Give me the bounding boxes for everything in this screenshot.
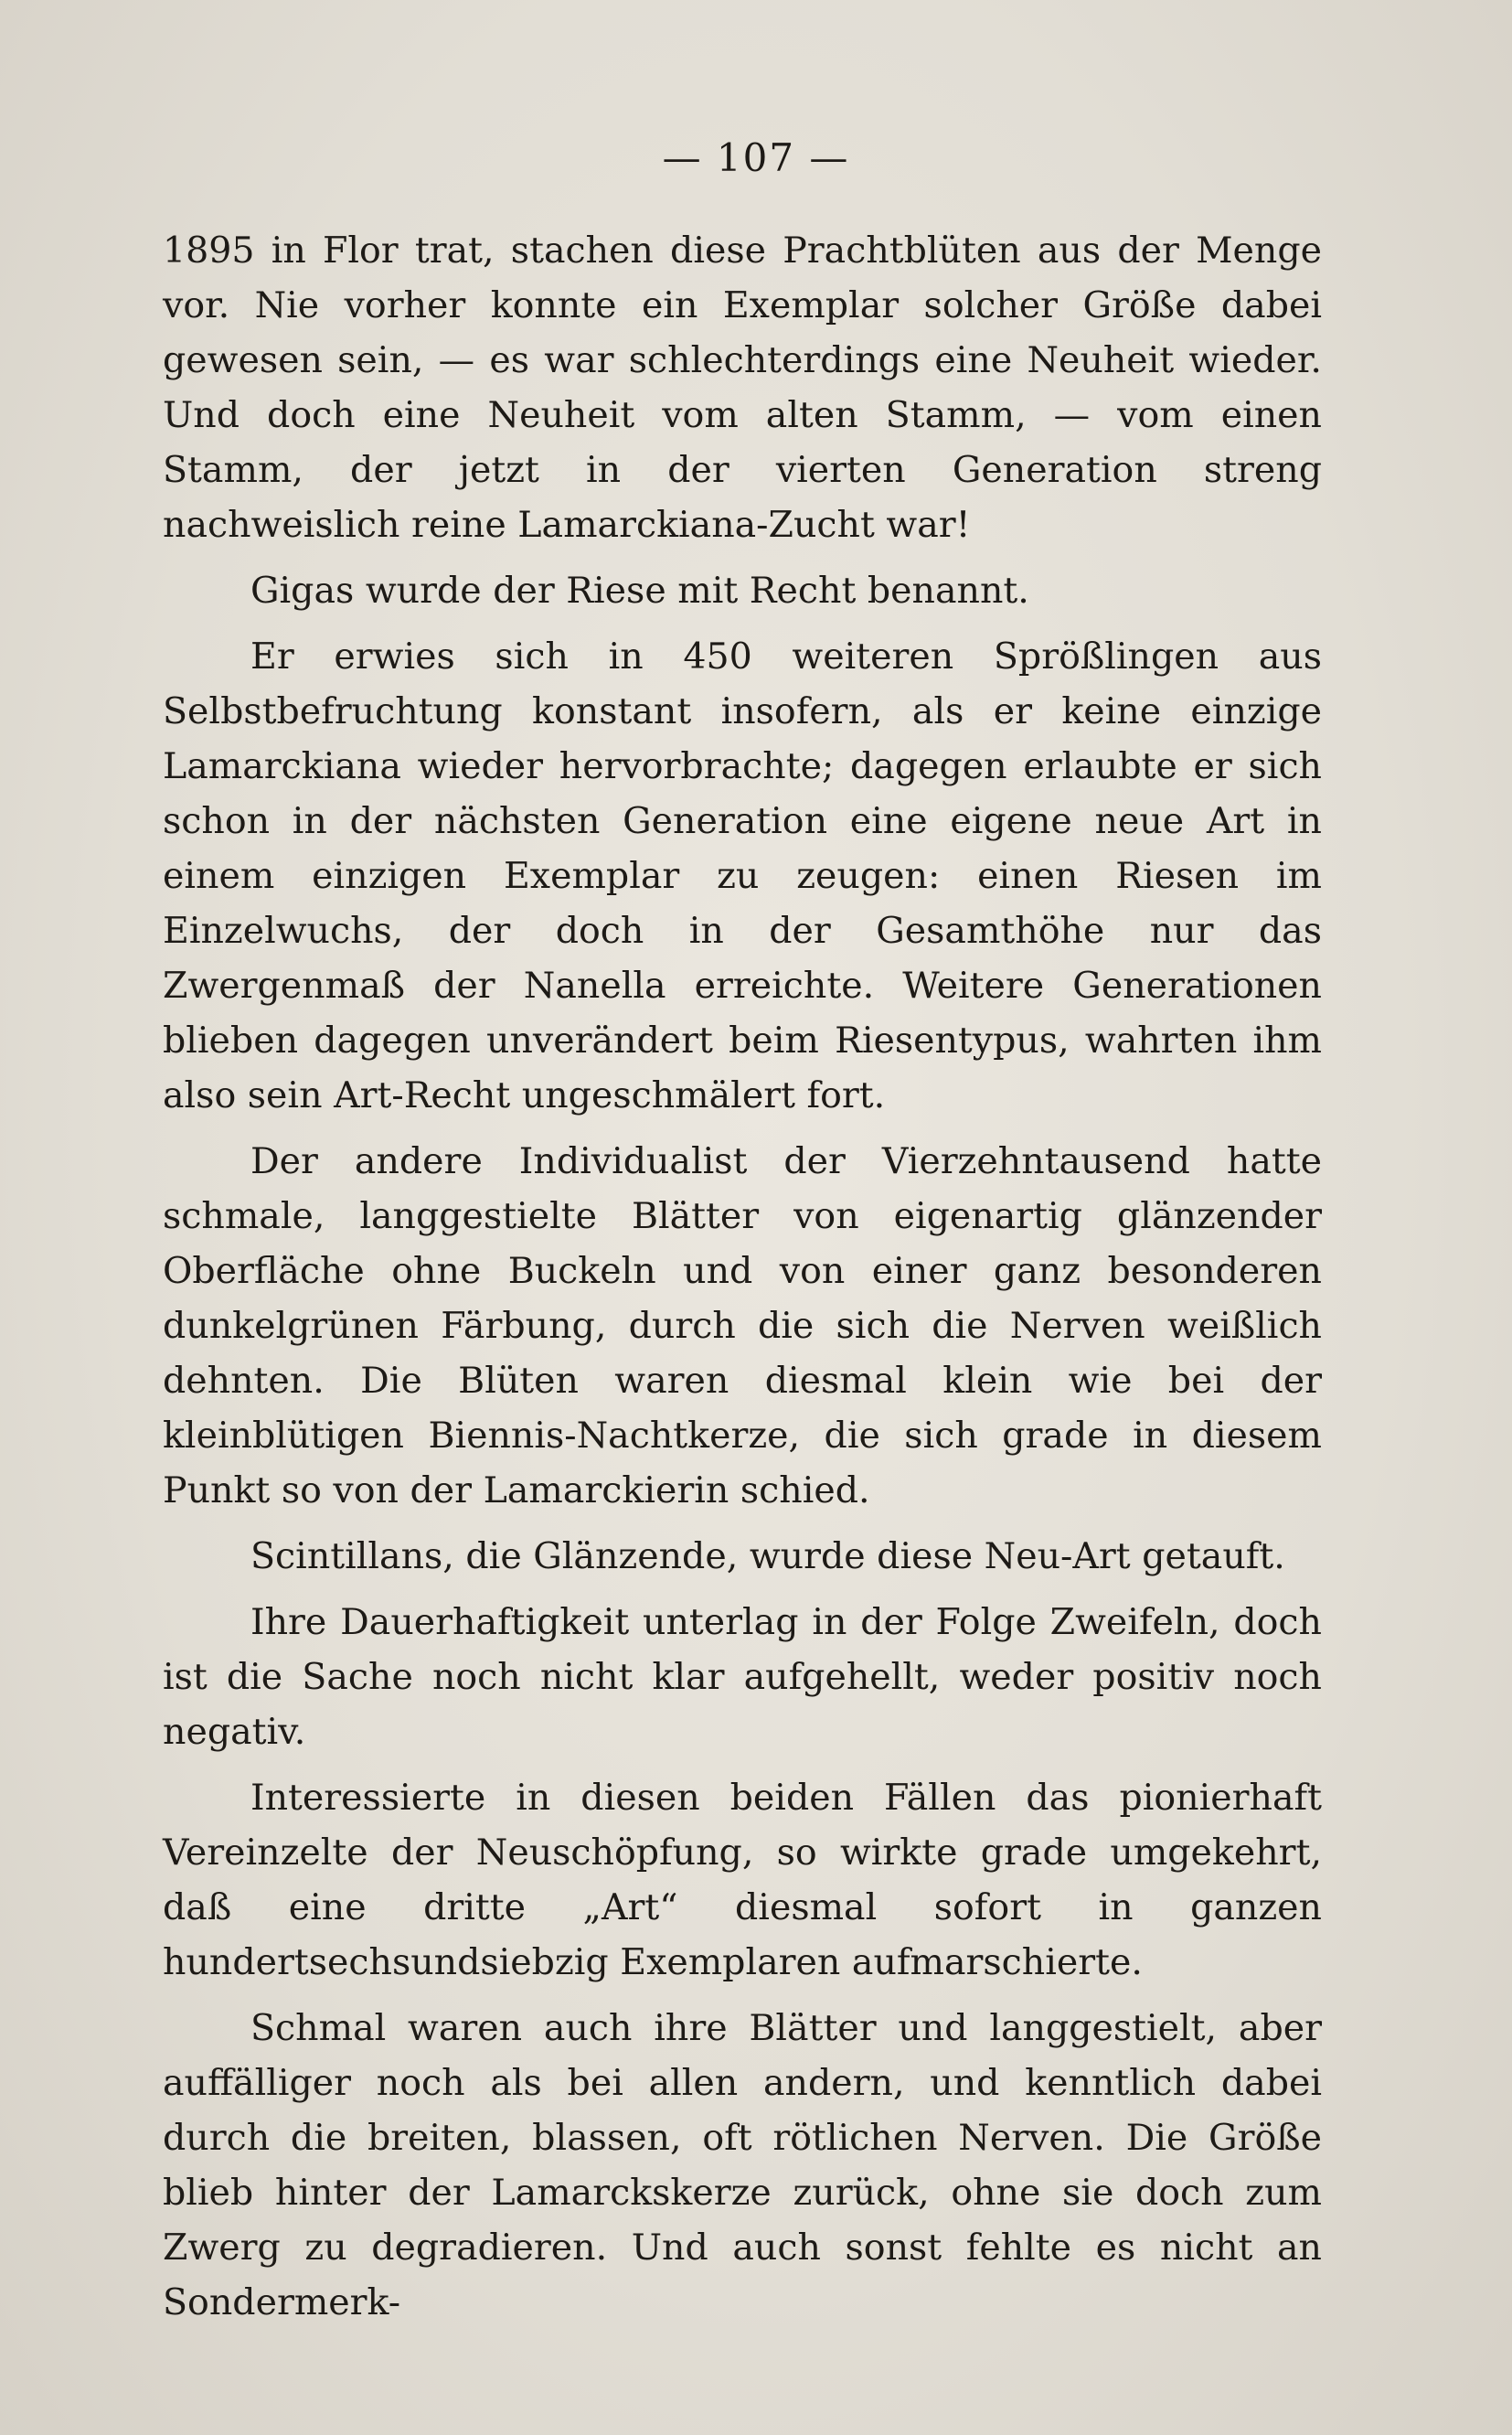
paragraph-7: Interessierte in diesen beiden Fällen das pionierhaft Vereinzelte der Neuschöpfung, so wirkte grade umgekehrt, daß eine dritte „Art“ diesmal sofort in ganzen hundertsechsundsiebzig Exemplaren aufmarschierte. bbox=[163, 1777, 1322, 1983]
paragraph-5: Scintillans, die Glänzende, wurde diese Neu-Art getauft. bbox=[250, 1535, 1285, 1577]
paragraph-4: Der andere Individualist der Vierzehntausend hatte schmale, langgestielte Blätter von eigenartig glänzender Oberfläche ohne Buckeln und von einer ganz besonderen dunkelgrünen Färbung, durch die sich die Nerven weißlich dehnten. Die Blüten waren diesmal klein wie bei der kleinblütigen Biennis-Nachtkerze, die sich grade in diesem Punkt so von der Lamarckierin schied. bbox=[163, 1140, 1322, 1511]
paragraph-6: Ihre Dauerhaftigkeit unterlag in der Folge Zweifeln, doch ist die Sache noch nicht klar aufgehellt, weder positiv noch negativ. bbox=[163, 1601, 1322, 1753]
paragraph-3: Er erwies sich in 450 weiteren Sprößlingen aus Selbstbefruchtung konstant insofern, als er keine einzige Lamarckiana wieder hervorbrachte; dagegen erlaubte er sich schon in der nächsten Generation eine eigene neue Art in einem einzigen Exemplar zu zeugen: einen Riesen im Einzelwuchs, der doch in der Gesamthöhe nur das Zwergenmaß der Nanella erreichte. Weitere Generationen blieben dagegen unverändert beim Riesentypus, wahrten ihm also sein Art-Recht ungeschmälert fort. bbox=[163, 635, 1322, 1116]
page-number: — 107 — bbox=[662, 135, 850, 180]
paragraph-8: Schmal waren auch ihre Blätter und langgestielt, aber auffälliger noch als bei allen andern, und kenntlich dabei durch die breiten, blassen, oft rötlichen Nerven. Die Größe blieb hinter der Lamarckskerze zurück, ohne sie doch zum Zwerg zu degradieren. Und auch sonst fehlte es nicht an Sondermerk- bbox=[163, 2007, 1322, 2323]
paragraph-1: 1895 in Flor trat, stachen diese Prachtblüten aus der Menge vor. Nie vorher konnte ein Exemplar solcher Größe dabei gewesen sein, — es war schlechterdings eine Neuheit wieder. Und doch eine Neuheit vom alten Stamm, — vom einen Stamm, der jetzt in der vierten Generation streng nachweislich reine Lamarckiana-Zucht war! bbox=[163, 230, 1322, 546]
paragraph-2: Gigas wurde der Riese mit Recht benannt. bbox=[250, 570, 1029, 612]
body-text bbox=[163, 223, 1322, 2341]
